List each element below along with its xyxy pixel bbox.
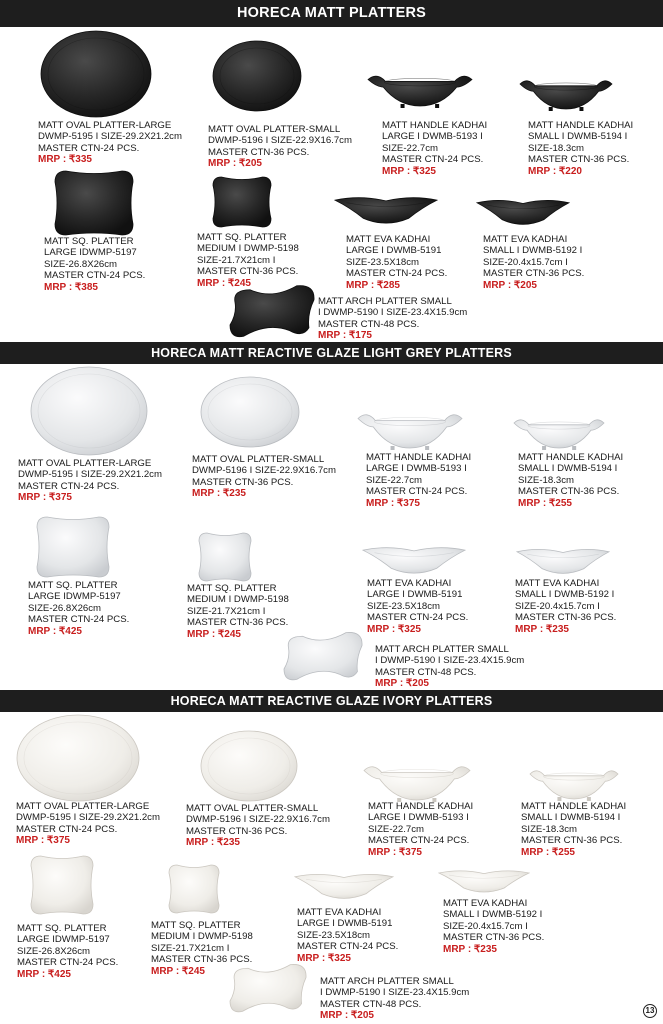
product-line: MATT HANDLE KADHAI	[518, 452, 624, 463]
oval-product-image	[40, 30, 152, 123]
product-description	[521, 801, 626, 858]
product-line: MASTER CTN-36 PCS.	[528, 154, 630, 166]
product-description	[366, 452, 471, 509]
product-description	[483, 234, 584, 291]
square-product-image	[36, 516, 110, 583]
product-line: MASTER CTN-24 PCS.	[346, 268, 448, 280]
product-line: SIZE-22.7cm	[366, 474, 422, 486]
oval-product-image	[200, 730, 298, 807]
product-line: MATT HANDLE KADHAI	[366, 452, 472, 463]
mrp-price: MRP : ₹425	[17, 968, 71, 980]
product-line: SIZE-20.4x15.7cm I	[483, 256, 568, 268]
product-line: MATT EVA KADHAI	[443, 898, 528, 909]
product-line: LARGE I DWMB-5193 I	[382, 131, 483, 143]
product-line: MATT OVAL PLATTER-SMALL	[192, 454, 325, 465]
section-header-ivory-platters: HORECA MATT REACTIVE GLAZE IVORY PLATTERS	[0, 690, 663, 712]
product-line: LARGE I DWMB-5191	[346, 245, 442, 257]
product-line: SIZE-23.5X18cm	[297, 929, 371, 941]
product-line: LARGE I DWMB-5193 I	[368, 812, 469, 824]
product-line: MASTER CTN-24 PCS.	[18, 480, 120, 492]
product-description	[187, 583, 289, 640]
product-line: MASTER CTN-24 PCS.	[368, 835, 470, 847]
oval-product-image	[212, 40, 302, 117]
product-line: MASTER CTN-24 PCS.	[367, 612, 469, 624]
product-description	[17, 923, 118, 980]
mrp-price: MRP : ₹375	[16, 835, 70, 847]
square-product-image	[54, 170, 134, 241]
mrp-price: MRP : ₹235	[443, 943, 497, 955]
product-line: LARGE IDWMP-5197	[44, 247, 137, 259]
mrp-price: MRP : ₹235	[192, 488, 246, 500]
product-line: SIZE-26.8X26cm	[44, 258, 118, 270]
oval-product-image	[16, 714, 140, 807]
mrp-price: MRP : ₹205	[320, 1010, 374, 1022]
handle-product-image	[362, 760, 472, 807]
product-line: SIZE-26.8X26cm	[28, 602, 102, 614]
product-line: MATT ARCH PLATTER SMALL	[320, 976, 454, 987]
eva-product-image	[334, 193, 438, 234]
product-line: LARGE I DWMB-5191	[297, 918, 393, 930]
product-line: DWMP-5195 I SIZE-29.2X21.2cm	[16, 812, 160, 824]
eva-product-image	[438, 867, 530, 902]
product-line: MASTER CTN-48 PCS.	[320, 998, 422, 1010]
product-line: DWMP-5196 I SIZE-22.9X16.7cm	[186, 814, 330, 826]
product-line: MASTER CTN-36 PCS.	[515, 612, 617, 624]
mrp-price: MRP : ₹325	[367, 623, 421, 635]
product-line: I DWMP-5190 I SIZE-23.4X15.9cm	[318, 307, 468, 319]
product-line: MEDIUM I DWMP-5198	[151, 931, 253, 943]
product-line: MATT OVAL PLATTER-SMALL	[186, 803, 319, 814]
product-line: LARGE I DWMB-5193 I	[366, 463, 467, 475]
product-line: DWMP-5196 I SIZE-22.9X16.7cm	[208, 135, 352, 147]
product-line: MASTER CTN-48 PCS.	[375, 666, 477, 678]
product-line: MASTER CTN-24 PCS.	[297, 941, 399, 953]
mrp-price: MRP : ₹335	[38, 154, 92, 166]
mrp-price: MRP : ₹425	[28, 625, 82, 637]
mrp-price: MRP : ₹375	[368, 846, 422, 858]
handle-product-image	[518, 75, 614, 116]
product-description	[151, 920, 253, 977]
section-header-light-grey-platters: HORECA MATT REACTIVE GLAZE LIGHT GREY PLATTERS	[0, 342, 663, 364]
product-line: MASTER CTN-36 PCS.	[483, 268, 585, 280]
handle-product-image	[528, 765, 620, 806]
product-line: MASTER CTN-36 PCS.	[186, 825, 288, 837]
product-line: SMALL I DWMB-5192 I	[483, 245, 583, 257]
product-line: MATT HANDLE KADHAI	[528, 120, 634, 131]
product-line: SMALL I DWMB-5194 I	[528, 131, 628, 143]
product-description	[518, 452, 623, 509]
product-line: MASTER CTN-24 PCS.	[366, 486, 468, 498]
product-line: LARGE I DWMB-5191	[367, 589, 463, 601]
product-line: MASTER CTN-36 PCS.	[208, 146, 310, 158]
product-line: SIZE-21.7X21cm I	[197, 254, 276, 266]
product-line: MATT HANDLE KADHAI	[521, 801, 627, 812]
square-product-image	[212, 176, 272, 233]
product-line: MASTER CTN-24 PCS.	[44, 270, 146, 282]
product-description	[44, 236, 145, 293]
product-line: SIZE-23.5X18cm	[367, 600, 441, 612]
product-description	[38, 120, 182, 166]
product-line: SIZE-18.3cm	[528, 142, 584, 154]
oval-product-image	[30, 366, 148, 461]
product-line: SIZE-18.3cm	[518, 474, 574, 486]
product-line: MATT OVAL PLATTER-LARGE	[18, 458, 152, 469]
mrp-price: MRP : ₹385	[44, 281, 98, 293]
mrp-price: MRP : ₹205	[208, 158, 262, 170]
mrp-price: MRP : ₹245	[187, 628, 241, 640]
product-line: SMALL I DWMB-5194 I	[518, 463, 618, 475]
square-product-image	[30, 855, 94, 920]
product-description	[368, 801, 473, 858]
product-line: LARGE IDWMP-5197	[28, 591, 121, 603]
mrp-price: MRP : ₹255	[521, 846, 575, 858]
product-line: SIZE-20.4x15.7cm I	[515, 600, 600, 612]
mrp-price: MRP : ₹375	[366, 497, 420, 509]
product-description	[197, 232, 299, 289]
product-description	[18, 458, 162, 504]
product-line: I DWMP-5190 I SIZE-23.4X15.9cm	[375, 655, 525, 667]
product-line: MATT HANDLE KADHAI	[368, 801, 474, 812]
product-line: MASTER CTN-36 PCS.	[187, 617, 289, 629]
arch-product-image	[282, 630, 364, 687]
product-line: MATT EVA KADHAI	[515, 578, 600, 589]
product-description	[16, 801, 160, 847]
product-line: MATT EVA KADHAI	[483, 234, 568, 245]
square-product-image	[198, 532, 252, 587]
product-description	[186, 803, 330, 849]
product-line: MEDIUM I DWMP-5198	[187, 594, 289, 606]
mrp-price: MRP : ₹175	[318, 330, 372, 342]
product-line: MASTER CTN-36 PCS.	[151, 954, 253, 966]
product-description	[528, 120, 633, 177]
arch-product-image	[228, 283, 316, 344]
eva-product-image	[294, 870, 394, 909]
product-line: MASTER CTN-24 PCS.	[38, 142, 140, 154]
product-line: MATT OVAL PLATTER-SMALL	[208, 124, 341, 135]
product-line: I DWMP-5190 I SIZE-23.4X15.9cm	[320, 987, 470, 999]
product-line: MASTER CTN-24 PCS.	[16, 823, 118, 835]
product-line: MASTER CTN-24 PCS.	[28, 614, 130, 626]
product-line: MATT SQ. PLATTER	[187, 583, 277, 594]
mrp-price: MRP : ₹325	[297, 952, 351, 964]
mrp-price: MRP : ₹220	[528, 165, 582, 177]
product-line: SIZE-23.5X18cm	[346, 256, 420, 268]
product-line: MATT SQ. PLATTER	[197, 232, 287, 243]
product-line: SIZE-21.7X21cm I	[187, 605, 266, 617]
mrp-price: MRP : ₹325	[382, 165, 436, 177]
product-line: MATT HANDLE KADHAI	[382, 120, 488, 131]
product-line: MASTER CTN-36 PCS.	[443, 932, 545, 944]
product-line: MATT SQ. PLATTER	[44, 236, 134, 247]
mrp-price: MRP : ₹245	[197, 277, 251, 289]
product-description	[208, 124, 352, 170]
product-line: MATT SQ. PLATTER	[151, 920, 241, 931]
mrp-price: MRP : ₹235	[186, 837, 240, 849]
product-line: MATT SQ. PLATTER	[17, 923, 107, 934]
product-description	[192, 454, 336, 500]
product-line: MATT SQ. PLATTER	[28, 580, 118, 591]
product-description	[346, 234, 447, 291]
product-line: MASTER CTN-24 PCS.	[382, 154, 484, 166]
product-line: SIZE-22.7cm	[368, 823, 424, 835]
product-line: SIZE-26.8X26cm	[17, 945, 91, 957]
section-header-matt-platters: HORECA MATT PLATTERS	[0, 0, 663, 27]
product-description	[318, 296, 467, 342]
oval-product-image	[200, 376, 300, 453]
square-product-image	[168, 864, 220, 919]
product-line: DWMP-5195 I SIZE-29.2X21.2cm	[38, 131, 182, 143]
mrp-price: MRP : ₹375	[18, 492, 72, 504]
product-line: SIZE-18.3cm	[521, 823, 577, 835]
product-line: MASTER CTN-24 PCS.	[17, 957, 119, 969]
product-line: SIZE-20.4x15.7cm I	[443, 920, 528, 932]
mrp-price: MRP : ₹285	[346, 279, 400, 291]
product-line: MEDIUM I DWMP-5198	[197, 243, 299, 255]
product-line: SMALL I DWMB-5192 I	[515, 589, 615, 601]
product-line: MASTER CTN-48 PCS.	[318, 318, 420, 330]
mrp-price: MRP : ₹255	[518, 497, 572, 509]
product-line: MATT EVA KADHAI	[367, 578, 452, 589]
product-line: MATT EVA KADHAI	[346, 234, 431, 245]
mrp-price: MRP : ₹205	[483, 279, 537, 291]
mrp-price: MRP : ₹245	[151, 965, 205, 977]
product-line: MASTER CTN-36 PCS.	[197, 266, 299, 278]
product-line: MATT ARCH PLATTER SMALL	[318, 296, 452, 307]
product-line: MATT OVAL PLATTER-LARGE	[16, 801, 150, 812]
product-line: MATT EVA KADHAI	[297, 907, 382, 918]
product-description	[515, 578, 616, 635]
product-line: LARGE IDWMP-5197	[17, 934, 110, 946]
product-line: DWMP-5196 I SIZE-22.9X16.7cm	[192, 465, 336, 477]
product-line: DWMP-5195 I SIZE-29.2X21.2cm	[18, 469, 162, 481]
product-line: MATT ARCH PLATTER SMALL	[375, 644, 509, 655]
page-number: 13	[643, 1004, 657, 1018]
product-description	[297, 907, 398, 964]
product-line: SIZE-21.7X21cm I	[151, 942, 230, 954]
product-line: MATT OVAL PLATTER-LARGE	[38, 120, 172, 131]
product-description	[375, 644, 524, 690]
product-description	[28, 580, 129, 637]
handle-product-image	[512, 414, 606, 455]
product-line: MASTER CTN-36 PCS.	[521, 835, 623, 847]
product-line: MASTER CTN-36 PCS.	[518, 486, 620, 498]
handle-product-image	[356, 408, 464, 455]
mrp-price: MRP : ₹235	[515, 623, 569, 635]
eva-product-image	[476, 196, 570, 235]
mrp-price: MRP : ₹205	[375, 678, 429, 690]
product-description	[382, 120, 487, 177]
product-description	[320, 976, 469, 1022]
product-line: SMALL I DWMB-5194 I	[521, 812, 621, 824]
handle-product-image	[366, 70, 474, 113]
product-description	[367, 578, 468, 635]
product-line: SMALL I DWMB-5192 I	[443, 909, 543, 921]
product-line: SIZE-22.7cm	[382, 142, 438, 154]
product-line: MASTER CTN-36 PCS.	[192, 476, 294, 488]
product-description	[443, 898, 544, 955]
